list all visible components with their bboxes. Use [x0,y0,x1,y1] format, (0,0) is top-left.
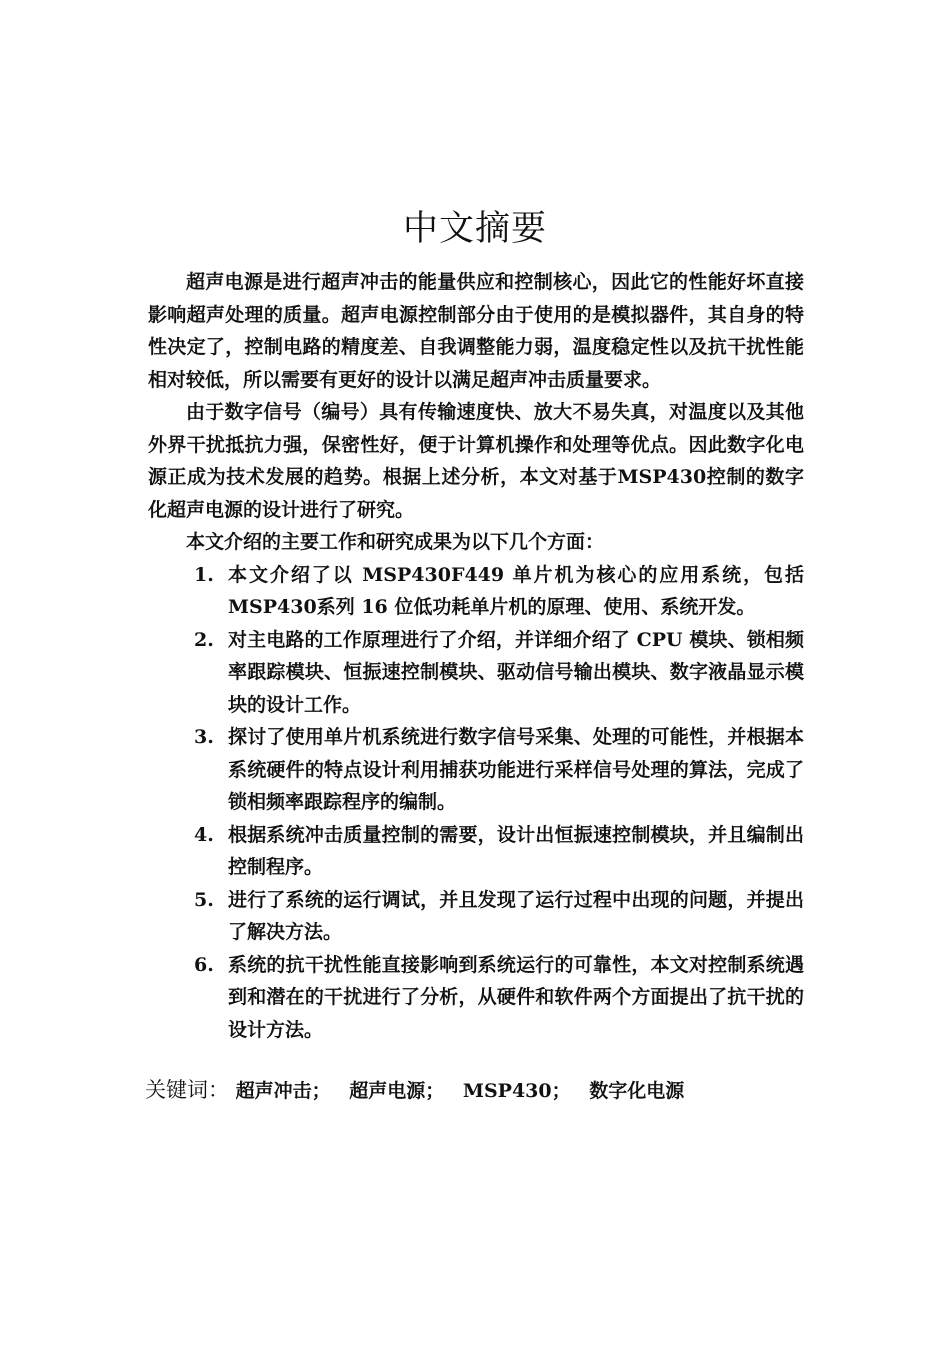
list-item-number: 3. [194,726,214,748]
list-item-text: 系统的抗干扰性能直接影响到系统运行的可靠性，本文对控制系统遇到和潜在的干扰进行了分析，从硬件和软件两个方面提出了抗干扰的设计方法。 [228,953,804,1041]
keyword: MSP430； [462,1080,571,1102]
list-item [148,819,804,884]
list-item [148,624,804,722]
list-item-text: 根据系统冲击质量控制的需要，设计出恒振速控制模块，并且编制出控制程序。 [228,823,804,878]
keywords-line [145,1073,696,1108]
abstract-paragraph: 超声电源是进行超声冲击的能量供应和控制核心，因此它的性能好坏直接影响超声处理的质量。超声电源控制部分由于使用的是模拟器件，其自身的特性决定了，控制电路的精度差、自我调整能力弱，温度稳定性以及抗干扰性能相对较低，所以需要有更好的设计以满足超声冲击质量要求。 [148,271,804,391]
list-item [148,721,804,819]
keyword: 超声冲击； [235,1080,331,1102]
page-title: 中文摘要 [402,209,547,249]
keyword: 数字化电源 [589,1080,685,1102]
list-item [148,884,804,949]
list-item-number: 6. [194,953,214,976]
list-item [148,559,804,624]
keywords-label: 关键词： [145,1078,229,1102]
list-item-number: 2. [194,628,214,651]
abstract-paragraph: 由于数字信号（编号）具有传输速度快、放大不易失真，对温度以及其他外界干扰抵抗力强，保密性好，便于计算机操作和处理等优点。因此数字化电源正成为技术发展的趋势。根据上述分析，本文对基于MSP430控制的数字化超声电源的设计进行了研究。 [148,401,804,521]
list-item-number: 1. [194,563,214,586]
list-item-number: 5. [194,888,214,911]
abstract-paragraph: 本文介绍的主要工作和研究成果为以下几个方面： [186,531,605,553]
abstract-body [148,266,804,1046]
list-item-text: 对主电路的工作原理进行了介绍，并详细介绍了 CPU 模块、锁相频率跟踪模块、恒振速控制模块、驱动信号输出模块、数字液晶显示模块的设计工作。 [228,628,804,716]
keyword: 超声电源； [349,1080,445,1102]
list-item [148,949,804,1047]
list-item-text: 进行了系统的运行调试，并且发现了运行过程中出现的问题，并提出了解决方法。 [228,888,804,943]
list-item-text: 本文介绍了以 MSP430F449 单片机为核心的应用系统，包括 MSP430系列 16 位低功耗单片机的原理、使用、系统开发。 [228,563,804,618]
contributions-list [148,559,804,1047]
list-item-text: 探讨了使用单片机系统进行数字信号采集、处理的可能性，并根据本系统硬件的特点设计利用捕获功能进行采样信号处理的算法，完成了锁相频率跟踪程序的编制。 [228,726,804,813]
list-item-number: 4. [194,823,214,846]
